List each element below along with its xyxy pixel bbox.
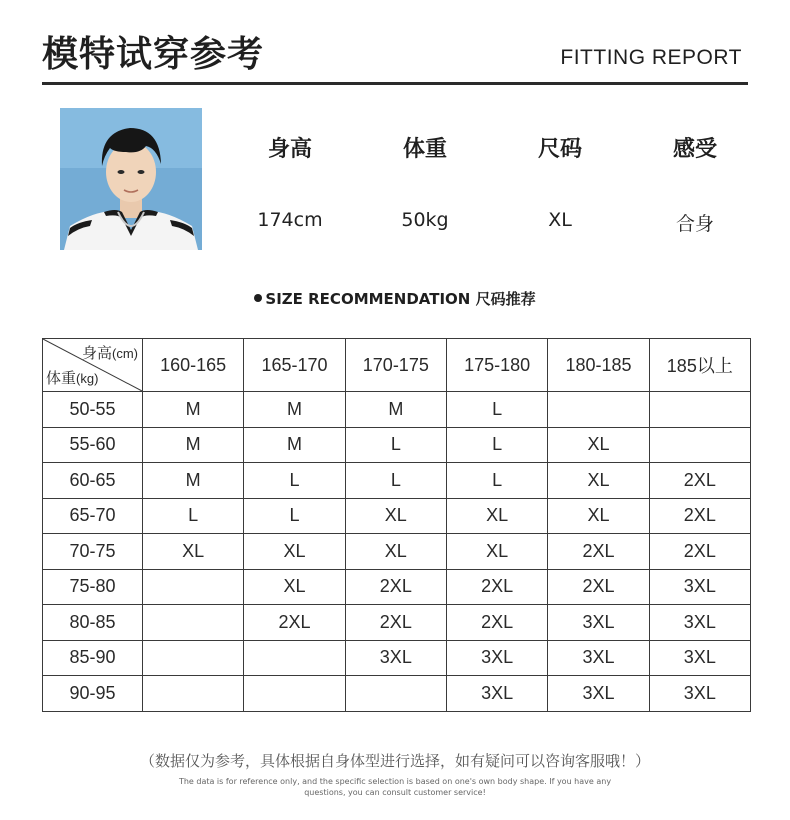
size-cell bbox=[345, 676, 446, 712]
height-range-header: 160-165 bbox=[143, 339, 244, 392]
size-cell: L bbox=[446, 392, 547, 428]
size-cell: 3XL bbox=[649, 676, 750, 712]
size-cell: XL bbox=[548, 463, 649, 499]
size-cell: 2XL bbox=[345, 569, 446, 605]
size-cell: XL bbox=[548, 498, 649, 534]
weight-range-cell: 75-80 bbox=[43, 569, 143, 605]
size-cell: 2XL bbox=[244, 605, 345, 641]
section-heading bbox=[0, 288, 790, 309]
weight-range-cell: 50-55 bbox=[43, 392, 143, 428]
size-cell: L bbox=[446, 463, 547, 499]
size-cell: M bbox=[143, 427, 244, 463]
size-cell: 3XL bbox=[345, 640, 446, 676]
metric-weight-label: 体重 bbox=[402, 137, 447, 162]
page-subtitle: FITTING REPORT bbox=[560, 46, 742, 69]
weight-range-cell: 60-65 bbox=[43, 463, 143, 499]
size-cell bbox=[143, 569, 244, 605]
disclaimer-en: The data is for reference only, and the specific selection is based on one's own body shape. If you have any questions, you can consult customer service! bbox=[178, 777, 612, 797]
size-table-body bbox=[43, 392, 751, 712]
size-cell bbox=[143, 640, 244, 676]
page-title: 模特试穿参考 bbox=[42, 34, 265, 75]
weight-range-cell: 65-70 bbox=[43, 498, 143, 534]
table-row bbox=[43, 605, 751, 641]
size-cell: 3XL bbox=[548, 676, 649, 712]
height-range-header: 165-170 bbox=[244, 339, 345, 392]
table-row bbox=[43, 569, 751, 605]
size-cell: XL bbox=[446, 534, 547, 570]
size-table-header-row bbox=[43, 339, 751, 392]
weight-unit: (kg) bbox=[76, 371, 99, 386]
weight-range-cell: 55-60 bbox=[43, 427, 143, 463]
size-cell: 2XL bbox=[649, 534, 750, 570]
size-cell: 3XL bbox=[649, 569, 750, 605]
size-cell: XL bbox=[244, 569, 345, 605]
weight-label: 体重 bbox=[46, 370, 77, 387]
table-row bbox=[43, 640, 751, 676]
size-cell: 2XL bbox=[345, 605, 446, 641]
table-row bbox=[43, 392, 751, 428]
size-cell: 2XL bbox=[649, 463, 750, 499]
size-cell bbox=[649, 392, 750, 428]
size-cell: 2XL bbox=[649, 498, 750, 534]
size-cell bbox=[244, 676, 345, 712]
table-row bbox=[43, 498, 751, 534]
metric-size bbox=[500, 132, 620, 231]
size-cell bbox=[143, 605, 244, 641]
metric-height bbox=[230, 132, 350, 231]
size-cell: L bbox=[446, 427, 547, 463]
weight-range-cell: 90-95 bbox=[43, 676, 143, 712]
size-cell: XL bbox=[548, 427, 649, 463]
metric-fit-value: 合身 bbox=[675, 213, 714, 235]
height-range-header: 180-185 bbox=[548, 339, 649, 392]
metric-size-label: 尺码 bbox=[537, 137, 582, 162]
size-cell bbox=[143, 676, 244, 712]
size-cell: XL bbox=[244, 534, 345, 570]
table-row bbox=[43, 676, 751, 712]
size-cell bbox=[649, 427, 750, 463]
table-corner-cell bbox=[43, 339, 143, 392]
metric-size-value: XL bbox=[548, 209, 572, 231]
size-cell bbox=[244, 640, 345, 676]
metric-height-value: 174cm bbox=[257, 209, 323, 231]
size-cell bbox=[548, 392, 649, 428]
size-cell: L bbox=[345, 427, 446, 463]
size-cell: M bbox=[143, 392, 244, 428]
size-cell: L bbox=[244, 463, 345, 499]
size-table bbox=[42, 338, 751, 712]
height-unit: (cm) bbox=[112, 346, 138, 361]
size-cell: M bbox=[244, 392, 345, 428]
weight-axis-label bbox=[46, 367, 98, 388]
weight-range-cell: 80-85 bbox=[43, 605, 143, 641]
model-photo bbox=[60, 108, 202, 250]
height-range-header: 170-175 bbox=[345, 339, 446, 392]
size-cell: M bbox=[143, 463, 244, 499]
size-cell: 2XL bbox=[446, 569, 547, 605]
section-heading-text: SIZE RECOMMENDATION 尺码推荐 bbox=[265, 290, 536, 308]
size-cell: L bbox=[244, 498, 345, 534]
metric-weight-value: 50kg bbox=[401, 209, 449, 231]
table-row bbox=[43, 463, 751, 499]
size-cell: 3XL bbox=[548, 640, 649, 676]
size-cell: 3XL bbox=[446, 676, 547, 712]
size-cell: 2XL bbox=[446, 605, 547, 641]
metric-weight bbox=[365, 132, 485, 231]
size-cell: XL bbox=[345, 498, 446, 534]
metric-height-label: 身高 bbox=[267, 137, 312, 162]
height-label: 身高 bbox=[81, 345, 112, 362]
metric-fit-label: 感受 bbox=[672, 137, 717, 162]
bullet-icon bbox=[254, 294, 262, 302]
weight-range-cell: 70-75 bbox=[43, 534, 143, 570]
weight-range-cell: 85-90 bbox=[43, 640, 143, 676]
disclaimer-cn: （数据仅为参考，具体根据自身体型进行选择，如有疑问可以咨询客服哦！） bbox=[139, 752, 650, 770]
size-cell: 3XL bbox=[649, 640, 750, 676]
height-range-header: 185以上 bbox=[649, 339, 750, 392]
size-cell: 3XL bbox=[446, 640, 547, 676]
title-divider bbox=[42, 82, 748, 85]
size-cell: L bbox=[143, 498, 244, 534]
height-range-header: 175-180 bbox=[446, 339, 547, 392]
table-row bbox=[43, 534, 751, 570]
metric-fit bbox=[635, 132, 755, 236]
size-cell: 2XL bbox=[548, 569, 649, 605]
size-cell: 3XL bbox=[649, 605, 750, 641]
size-cell: XL bbox=[446, 498, 547, 534]
height-axis-label bbox=[82, 342, 138, 363]
size-cell: 3XL bbox=[548, 605, 649, 641]
size-cell: 2XL bbox=[548, 534, 649, 570]
size-cell: M bbox=[345, 392, 446, 428]
size-cell: M bbox=[244, 427, 345, 463]
size-cell: XL bbox=[143, 534, 244, 570]
size-cell: L bbox=[345, 463, 446, 499]
table-row bbox=[43, 427, 751, 463]
size-cell: XL bbox=[345, 534, 446, 570]
